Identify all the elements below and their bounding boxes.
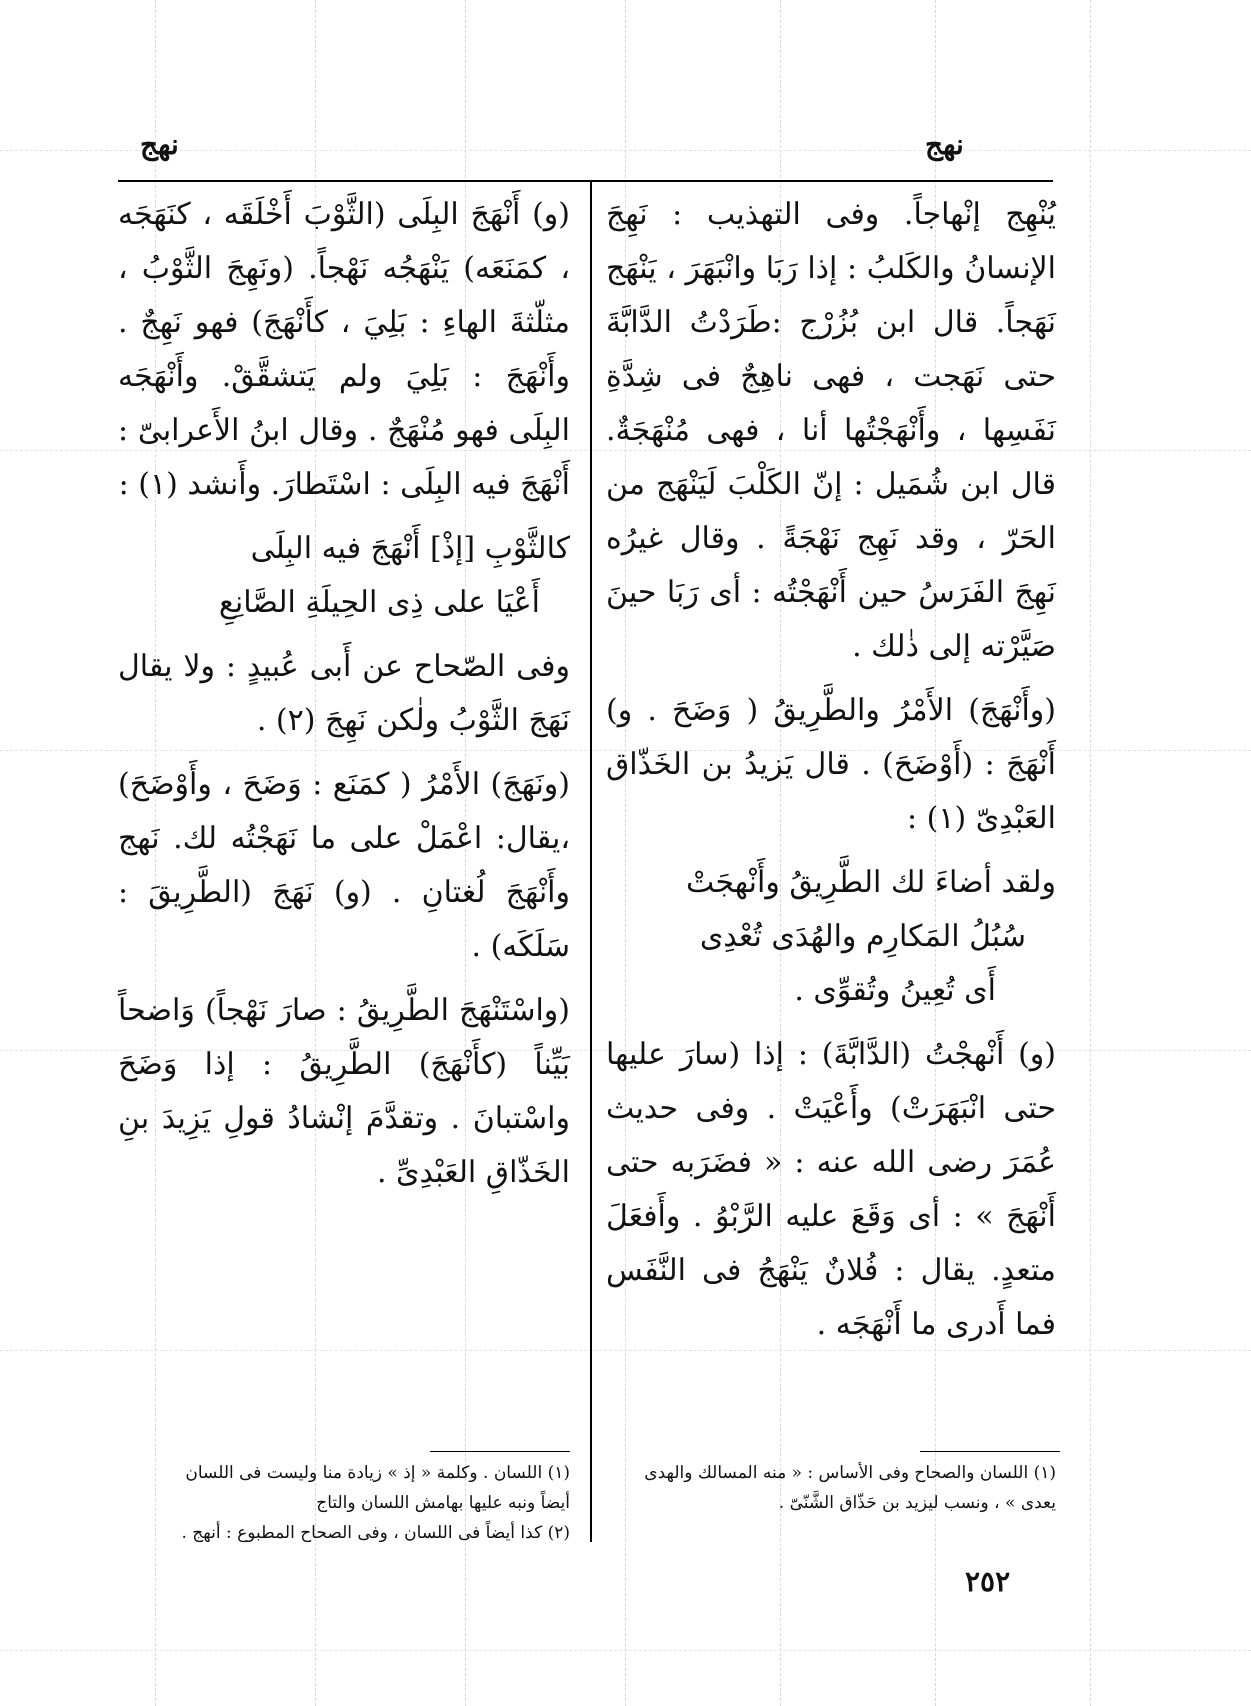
footnotes-right [606, 1458, 1056, 1518]
text-line: مُنْهَجَةٌ. قال ابن شُمَيل : إنّ الكَلْبَ [606, 413, 1057, 502]
text-line: نَهج وأَنْهَجَ لُغتانِ . (و) نَهَجَ [118, 821, 570, 910]
verse-line: أَعْيَا على ذِى الحِيلَةِ الصَّانِعِ [218, 585, 540, 620]
text-line: (ونَهِجَ الثَّوْبُ ، مثلّثةَ الهاءِ : بَلِيَ ، [118, 251, 570, 340]
footnote-rule [430, 1451, 570, 1452]
scan-gridline [1090, 0, 1091, 1706]
text-line: وأَوْضَحَ) ،يقال: اعْمَلْ على ما نَهَجْتُه لك. [118, 767, 570, 856]
footnotes-left [118, 1458, 570, 1548]
verse-gloss: أَى تُعِينُ وتُقوِّى . [794, 973, 996, 1008]
text-line: (واسْتَنْهَجَ الطَّرِيقُ : صارَ نَهْجاً) [204, 993, 570, 1028]
text-line: وقال ابنُ الأَعرابىّ : أَنْهَجَ فيه البِلَى : [118, 413, 570, 502]
column-divider [590, 182, 592, 1542]
text-line: اسْتَطارَ. وأَنشد (١) : [118, 467, 371, 502]
paragraph [118, 640, 570, 748]
text-line: كأَنْهَجَ) فهو نَهِجٌ . وأَنْهَجَ : بَلِيَ ولم [118, 305, 570, 394]
footnote-rule [920, 1451, 1060, 1452]
footnote: (١) اللسان والصحاح وفى الأساس : « منه المسالك والهدى [644, 1463, 1056, 1483]
left-column [118, 188, 570, 1210]
paragraph [118, 758, 570, 974]
header-rule [118, 180, 1053, 182]
text-line: الخَذّاق العَبْدِىّ (١) : [606, 747, 1056, 836]
text-line: شِدَّةِ نَفَسِها ، وأَنْهَجْتُها أنا ، فهى [606, 359, 1056, 448]
text-line: (ونَهَجَ) الأَمْرُ ( كمَنَع : وَضَحَ ، [222, 767, 570, 802]
paragraph [606, 1028, 1056, 1352]
text-line: حديث عُمَرَ رضى الله عنه : « فضَرَبه [606, 1091, 1056, 1180]
text-line: (وأَنْهَجَ) الأَمْرُ والطَّرِيقُ ( وَضَحَ . [647, 693, 1056, 728]
text-line: نَهِجَ (٢) . [256, 703, 367, 738]
text-line: يَنْهَج نَهَجاً. قال ابن بُزُرْج :طَرَدْتُ [606, 251, 1056, 340]
text-line: الإنسانُ والكَلبُ : إذا رَبَا وانْبَهَرَ ، [666, 251, 1056, 286]
text-line: (الطَّرِيقَ : سَلَكَه) . [118, 875, 570, 964]
paragraph [118, 188, 570, 512]
text-line: يَتشقَّقْ. وأَنْهَجَه البِلَى فهو مُنْهَجٌ . [118, 359, 570, 448]
text-line: الدَّابَّةَ حتى نَهَجت ، فهى ناهِجٌ فى [606, 305, 1056, 394]
text-line: حتى أَنْهَجَ » : أى وَقَعَ عليه الرَّبْوُ . [606, 1145, 1056, 1234]
text-line: يُنْهِج إنْهاجاً. وفى التهذيب : نَهِجَ [606, 197, 1056, 232]
text-line: النَّفَس فما أَدرى ما أَنْهَجَه . [606, 1253, 1056, 1342]
text-line: و) أَنْهَجَ : (أَوْضَحَ) . قال يَزيدُ بن [606, 693, 1056, 782]
text-line: ولا يقال نَهَجَ الثَّوْبُ ولٰكن [118, 649, 570, 738]
text-line: وَضَحَ واسْتبانَ . وتقدَّمَ إنْشادُ قولِ [118, 1047, 570, 1136]
text-line: وَاضحاً بَيِّناً (كأَنْهَجَ) الطَّرِيقُ : إذا [118, 993, 570, 1082]
text-line: وقال غيرُه نَهِجَ الفَرَسُ حين أَنْهَجْتُه : [606, 521, 1056, 610]
paragraph [118, 984, 570, 1200]
text-line: كنَهَجَه ، كمَنَعَه) يَنْهَجُه نَهْجاً. [118, 197, 570, 286]
scan-gridline [0, 150, 1251, 151]
right-column [606, 188, 1056, 1362]
paragraph [606, 684, 1056, 846]
page-number: ٢٥٢ [965, 1565, 1011, 1598]
running-head-right: نهج [925, 128, 964, 161]
text-line: وأَفعَلَ متعدٍ. يقال : فُلانٌ يَنْهَجُ فى [606, 1199, 1056, 1288]
text-line: وفى الصّحاح عن أَبى عُبيدٍ : [225, 649, 570, 684]
footnote: (٢) كذا أيضاً فى اللسان ، وفى الصحاح المطبوع : أنهج . [181, 1523, 570, 1543]
running-head-left: نهج [140, 128, 179, 161]
text-line: (و) أَنْهجْتُ (الدَّابَّةَ) : إذا (سارَ [679, 1037, 1056, 1072]
paragraph [606, 188, 1056, 674]
footnote: (١) اللسان . وكلمة « إذ » زيادة منا وليست فى اللسان [185, 1463, 570, 1483]
text-line: أى رَبَا حينَ صَيَّرْته إلى ذٰلك . [606, 575, 1056, 664]
footnote: أيضاً ونبه عليها بهامش اللسان والتاج [316, 1493, 570, 1513]
text-line: يَزِيدَ بنِ الخَذّاقِ العَبْدِىِّ . [118, 1101, 570, 1190]
verse-line: سُبُلُ المَكارِم والهُدَى تُعْدِى [699, 919, 1026, 954]
footnote: يعدى » ، ونسب ليزيد بن حَذّاق الشَّنّىّ . [778, 1493, 1056, 1513]
text-line: (و) أَنْهَجَ البِلَى (الثَّوْبَ أَخْلَقَه ، [202, 197, 570, 232]
text-line: عليها حتى انْبَهَرَتْ) وأَعْيَتْ . وفى [606, 1037, 1056, 1126]
scan-gridline [0, 1650, 1251, 1651]
verse-line: ولقد أضاءَ لك الطَّرِيقُ وأَنْهجَتْ [685, 865, 1056, 900]
verse-line: كالثَّوْبِ [إذْ] أَنْهَجَ فيه البِلَى [250, 531, 570, 566]
text-line: لَيَنْهَج من الحَرّ ، وقد نَهِج نَهْجَةً . [606, 467, 1056, 556]
